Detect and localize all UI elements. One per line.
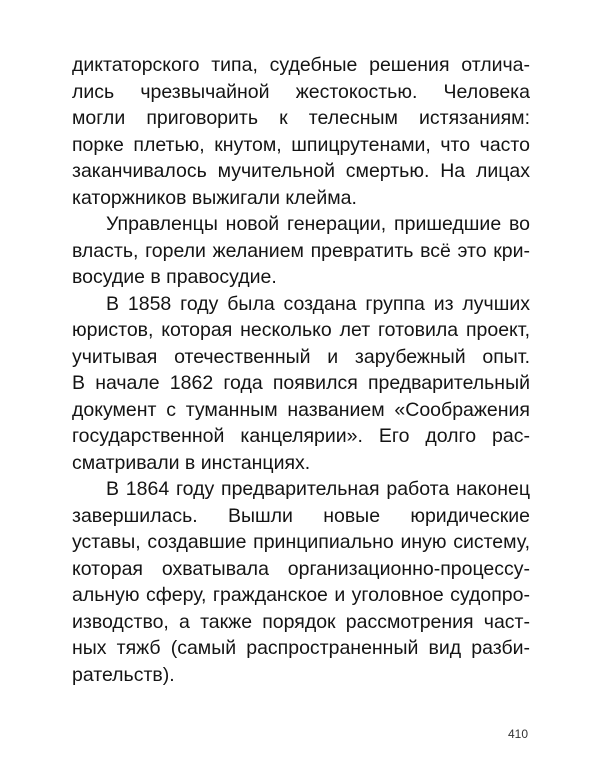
text-line: В 1864 году предварительная работа наконец: [106, 478, 530, 500]
page-body: [72, 52, 530, 688]
text-line: каторжников выжигали клейма.: [72, 186, 357, 209]
text-line: Управленцы новой генерации, пришедшие во: [106, 213, 530, 235]
paragraph-4: [72, 476, 530, 688]
text-line: государственной канцелярии». Его долго рас-: [72, 425, 530, 447]
text-line: сматривали в инстанциях.: [72, 451, 311, 474]
text-line: заканчивалось мучительной смертью. На лицах: [72, 160, 530, 182]
paragraph-3: [72, 291, 530, 477]
text-line: восудие в правосудие.: [72, 266, 277, 288]
text-line: власть, горели желанием превратить всё это кри-: [72, 239, 530, 262]
paragraph-1: [72, 52, 530, 211]
text-line: которая охватывала организационно-процессу-: [72, 557, 530, 580]
text-line: завершилась. Вышли новые юридические: [72, 504, 530, 527]
text-line: В 1858 году была создана группа из лучших: [106, 292, 530, 315]
text-line: могли приговорить к телесным истязаниям:: [72, 107, 530, 129]
text-line: лись чрезвычайной жестокостью. Человека: [72, 80, 530, 103]
text-line: диктаторского типа, судебные решения отлича-: [72, 54, 530, 76]
text-line: порке плетью, кнутом, шпицрутенами, что часто: [72, 133, 530, 156]
text-line: документ с туманным названием «Соображения: [72, 398, 530, 421]
text-line: В начале 1862 года появился предварительный: [72, 372, 530, 394]
text-line: рательств).: [72, 663, 175, 686]
paragraph-2: [72, 211, 530, 291]
text-line: ных тяжб (самый распространенный вид разби-: [72, 637, 530, 659]
text-line: учитывая отечественный и зарубежный опыт.: [72, 345, 530, 368]
text-line: уставы, создавшие принципиально иную систему,: [72, 531, 530, 553]
page-number: 410: [507, 727, 528, 741]
text-line: альную сферу, гражданское и уголовное судопро-: [72, 584, 530, 606]
text-line: юристов, которая несколько лет готовила проект,: [72, 319, 530, 341]
text-line: изводство, а также порядок рассмотрения част-: [72, 610, 530, 633]
